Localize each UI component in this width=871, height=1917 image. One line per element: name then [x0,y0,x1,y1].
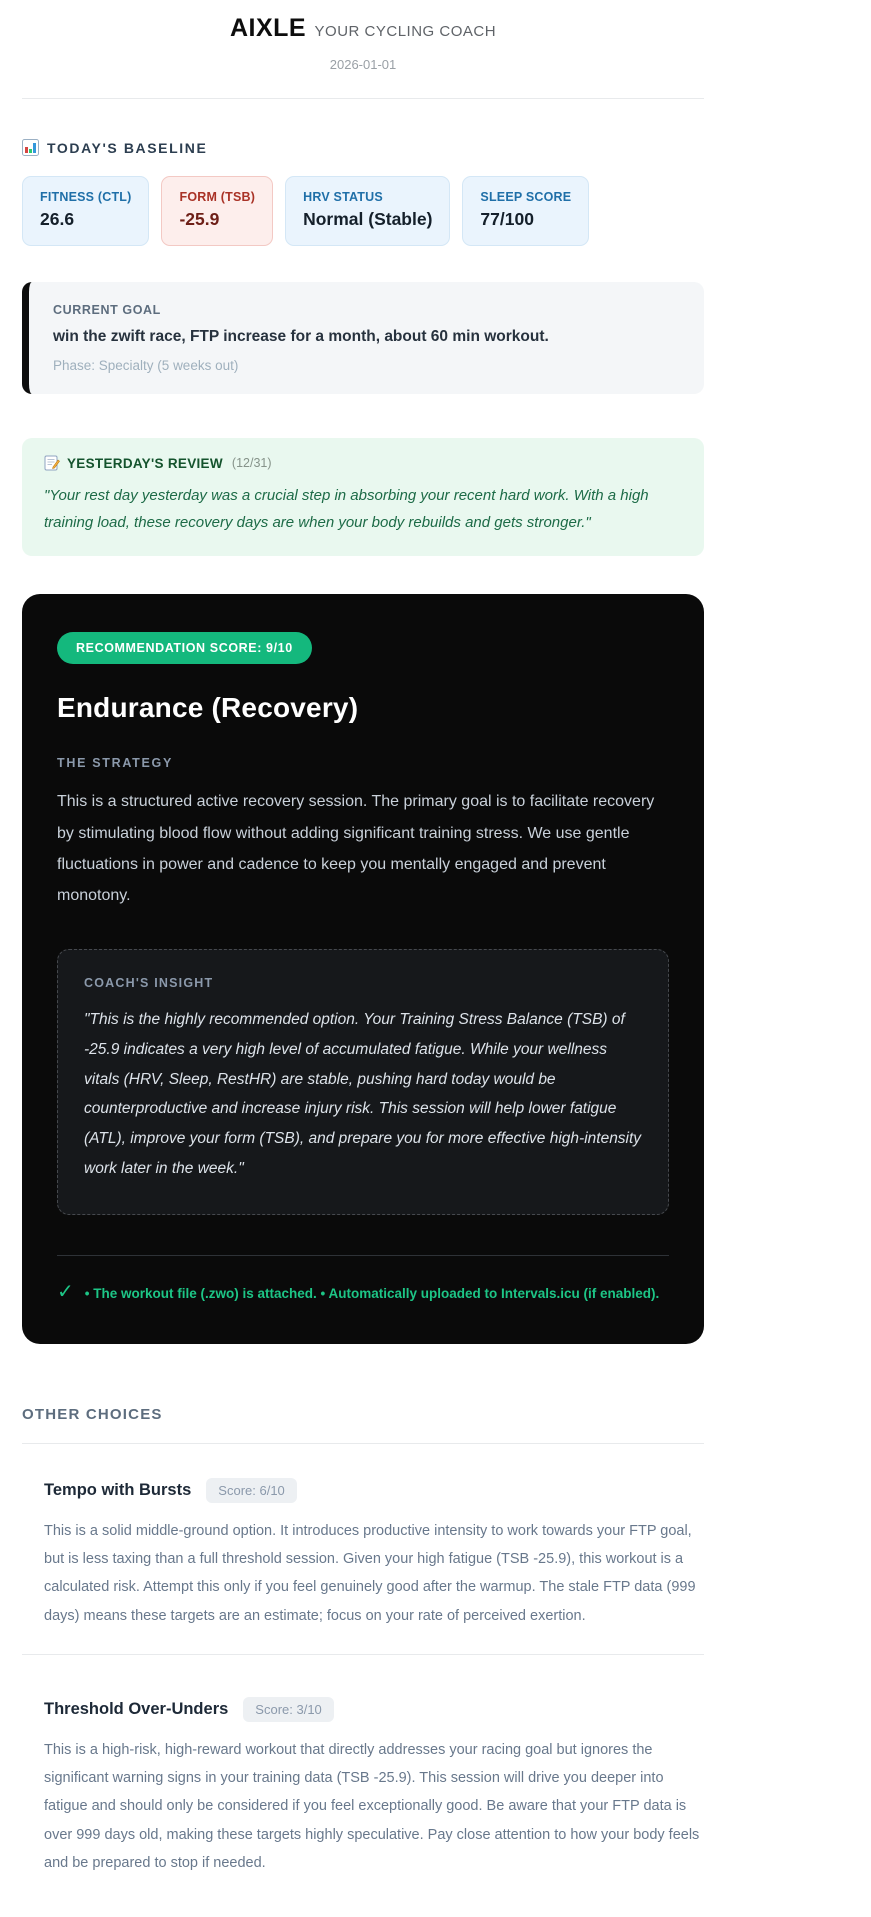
report-date: 2026-01-01 [329,57,397,72]
review-quote: "Your rest day yesterday was a crucial step in absorbing your recent hard work. With a high training load, these recovery days are when your body rebuilds and gets stronger." [44,487,649,531]
choice-score-badge: Score: 3/10 [243,1697,334,1722]
stat-value: 26.6 [40,209,75,229]
stat-value: -25.9 [179,209,220,229]
review-heading [44,455,682,471]
attachment-note [57,1282,669,1304]
goal-phase: Phase: Specialty (5 weeks out) [53,358,239,373]
brand-tagline: YOUR CYCLING COACH [314,23,497,40]
current-goal-card [22,282,704,394]
attachment-note-text: • The workout file (.zwo) is attached. • Automatically uploaded to Intervals.icu (if enabled). [84,1285,660,1301]
strategy-text: This is a structured active recovery session. The primary goal is to facilitate recovery by stimulating blood flow without adding significant training stress. We use gentle fluctuations in power and cadence to keep you mentally engaged and prevent monotony. [57,793,655,904]
recommendation-score-badge: RECOMMENDATION SCORE: 9/10 [57,632,312,664]
stat-value: Normal (Stable) [303,209,433,229]
stat-value: 77/100 [480,209,534,229]
choice-separator [22,1654,704,1655]
review-date-note: (12/31) [231,456,272,470]
stat-label: FORM (TSB) [179,190,256,204]
choice-description: This is a solid middle-ground option. It introduces productive intensity to work towards your FTP goal, but is less taxing than a full threshold session. Given your high fatigue (TSB -25.9), this workout is a calculated risk. Attempt this only if you feel genuinely good after the warmup. The stale FTP data (999 days) means these targets are an estimate; focus on your rate of perceived exertion. [44,1522,696,1624]
coach-insight-card [57,949,669,1215]
brand-name: AIXLE [229,14,307,42]
recommended-workout-card [22,594,704,1344]
baseline-section [22,139,704,246]
goal-label: CURRENT GOAL [53,303,161,317]
insight-label: COACH'S INSIGHT [84,976,214,991]
choice-name: Tempo with Bursts [44,1480,192,1499]
recommendation-divider [57,1255,669,1256]
baseline-cards [22,176,704,246]
brand-line [22,14,704,43]
review-title: YESTERDAY'S REVIEW [67,455,223,471]
stat-label: SLEEP SCORE [480,190,572,204]
bar-chart-icon [22,139,39,156]
insight-quote: "This is the highly recommended option. Your Training Stress Balance (TSB) of -25.9 indicates a very high level of accumulated fatigue. While your wellness vitals (HRV, Sleep, RestHR) are stable, pushing hard today would be counterproductive and increase injury risk. This session will help lower fatigue (ATL), improve your form (TSB), and prepare you for more effective high-intensity work later in the week." [84,1011,642,1177]
stat-label: FITNESS (CTL) [40,190,132,204]
goal-text: win the zwift race, FTP increase for a month, about 60 min workout. [53,328,549,345]
header-divider [22,98,704,99]
baseline-title-text: TODAY'S BASELINE [47,139,208,156]
stat-card-form [161,176,273,246]
other-choices-section [22,1406,704,1877]
stat-card-fitness [22,176,149,246]
check-icon: ✓ [57,1280,74,1303]
stat-card-hrv [285,176,450,246]
yesterday-review-card [22,438,704,556]
memo-icon [44,455,60,471]
choice-name: Threshold Over-Unders [44,1699,229,1718]
choice-heading [44,1478,704,1503]
workout-title: Endurance (Recovery) [57,692,359,724]
choice-score-badge: Score: 6/10 [206,1478,297,1503]
choice-item-threshold [22,1697,704,1877]
choice-heading [44,1697,704,1722]
baseline-heading [22,139,704,156]
stat-label: HRV STATUS [303,190,383,204]
choice-item-tempo [22,1478,704,1630]
report-page [22,0,704,1877]
choice-description: This is a high-risk, high-reward workout that directly addresses your racing goal but ignores the significant warning signs in your training data (TSB -25.9). This session will drive you deeper into fatigue and should only be considered if you feel exceptionally good. Be aware that your FTP data is over 999 days old, making these targets highly speculative. Pay close attention to how your body feels and be prepared to stop if needed. [44,1741,700,1871]
stat-card-sleep [462,176,589,246]
strategy-label: THE STRATEGY [57,756,174,771]
other-choices-divider [22,1443,704,1444]
header [22,10,704,72]
other-choices-heading: OTHER CHOICES [22,1405,163,1423]
